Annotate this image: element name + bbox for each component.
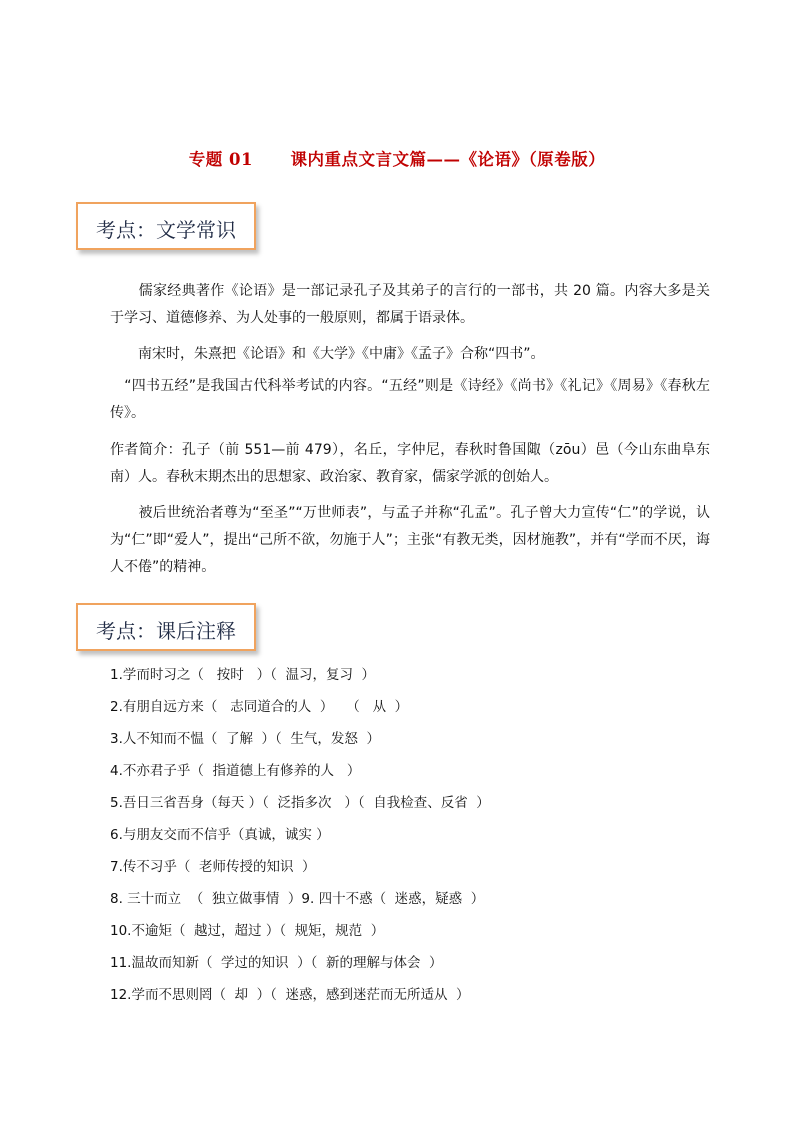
annotation-item: 1.学而时习之（ 按时 ）（ 温习，复习 ） — [110, 667, 376, 683]
paragraph-confucius-legacy: 被后世统治者尊为“至圣”“万世师表”，与孟子并称“孔孟”。孔子曾大力宣传“仁”的学说，认为“仁”即“爱人”，提出“己所不欲，勿施于人”；主张“有教无类，因材施教”，并有“学而不厌，诲人不倦”的精神。 — [110, 505, 710, 575]
annotation-item: 8. 三十而立 （ 独立做事情 ）9. 四十不惑（ 迷惑，疑惑 ） — [110, 891, 485, 907]
section-heading-literary-knowledge — [76, 202, 256, 250]
paragraph-sishu: 南宋时，朱熹把《论语》和《大学》《中庸》《孟子》合称“四书”。 — [110, 346, 545, 362]
annotation-item: 3.人不知而不愠（ 了解 ）（ 生气，发怒 ） — [110, 731, 380, 747]
annotation-item: 4.不亦君子乎（ 指道德上有修养的人 ） — [110, 763, 361, 779]
annotation-item: 5.吾日三省吾身（每天 ）（ 泛指多次 ）（ 自我检查、反省 ） — [110, 795, 490, 811]
annotation-item: 11.温故而知新（ 学过的知识 ）（ 新的理解与体会 ） — [110, 955, 443, 971]
annotation-item: 10.不逾矩（ 越过，超过 ）（ 规矩，规范 ） — [110, 923, 385, 939]
paragraph-lunyu-intro: 儒家经典著作《论语》是一部记录孔子及其弟子的言行的一部书，共 20 篇。内容大多是关于学习、道德修养、为人处事的一般原则，都属于语录体。 — [110, 283, 710, 326]
annotation-item: 2.有朋自远方来（ 志同道合的人 ） （ 从 ） — [110, 699, 409, 715]
section-heading-label: 考点：课后注释 — [96, 619, 236, 643]
section-heading-label: 考点：文学常识 — [96, 218, 236, 242]
annotation-item: 12.学而不思则罔（ 却 ）（ 迷惑，感到迷茫而无所适从 ） — [110, 987, 470, 1003]
paragraph-sishu-wujing: “四书五经”是我国古代科举考试的内容。“五经”则是《诗经》《尚书》《礼记》《周易》《春秋左传》。 — [110, 378, 710, 421]
annotation-item: 7.传不习乎（ 老师传授的知识 ） — [110, 859, 316, 875]
section-heading-annotations — [76, 603, 256, 651]
paragraph-author-intro: 作者简介：孔子（前 551—前 479），名丘，字仲尼，春秋时鲁国陬（zōu）邑（今山东曲阜东南）人。春秋末期杰出的思想家、政治家、教育家，儒家学派的创始人。 — [110, 442, 710, 485]
annotation-item: 6.与朋友交而不信乎（真诚，诚实 ） — [110, 827, 330, 843]
page-title: 专题 01 课内重点文言文篇——《论语》（原卷版） — [188, 150, 606, 169]
